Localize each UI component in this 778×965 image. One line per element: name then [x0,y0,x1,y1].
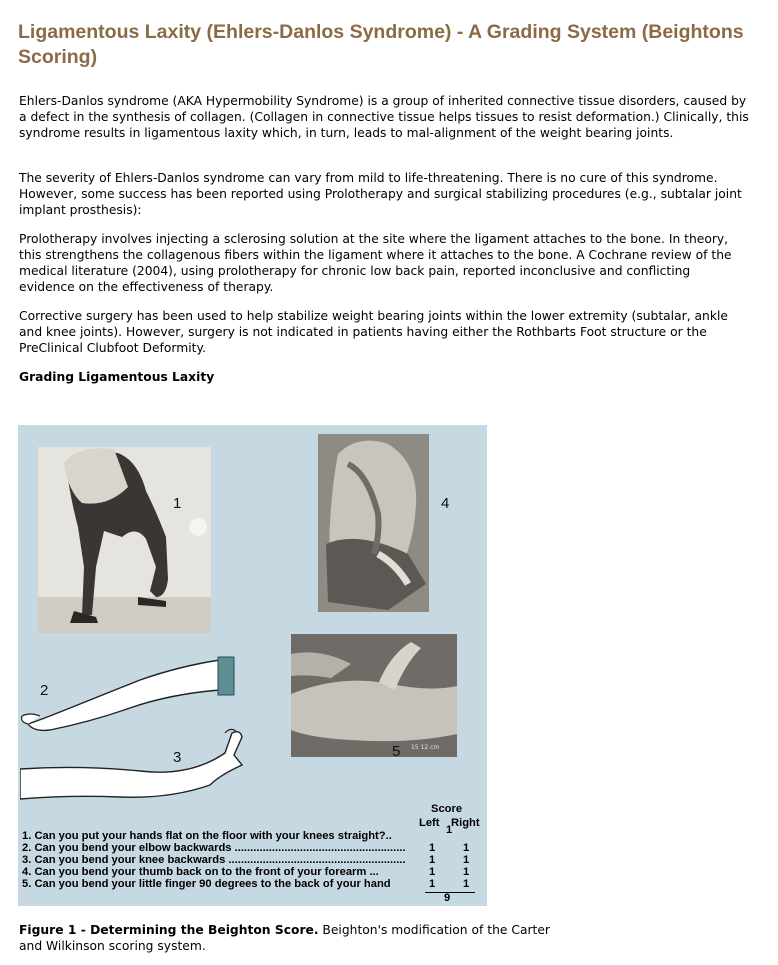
question-row [22,866,477,878]
question-right-score: 1 [463,878,470,890]
label-3: 3 [173,749,182,766]
left-header: Left [419,817,440,829]
question-text: 5. Can you bend your little finger 90 degrees to the back of your hand [22,878,391,890]
paragraph-severity: The severity of Ehlers-Danlos syndrome can vary from mild to life-threatening. There is no cure of this syndrome. However, some success has been reported using Prolotherapy and surgical stabilizing procedures (e.g., subtalar joint implant prosthesis): [19,171,742,217]
question-left-score: 1 [429,842,436,854]
paragraph-prolotherapy: Prolotherapy involves injecting a sclerosing solution at the site where the ligament attaches to the bone. In theory, this strengthens the collagenous fibers within the ligament where it attaches to the bone. A Cochrane review of the medical literature (2004), using prolotherapy for chronic low back pain, reported inconclusive and conflicting evidence on the effectiveness of therapy. [19,232,732,294]
drawing-elbow-hyperextension [20,650,240,735]
score-header: Score [431,803,463,815]
photo-stamp: 15 12 cm [411,744,440,751]
question-row [22,878,477,890]
beighton-figure [18,425,487,906]
photo-forward-bend [38,447,211,633]
question-text: 4. Can you bend your thumb back on to the front of your forearm ... [22,866,379,878]
label-4: 4 [441,495,450,512]
question-text: 1. Can you put your hands flat on the floor with your knees straight?.. [22,830,392,842]
question-right-score: 1 [463,866,470,878]
caption-text: Beighton's modification of the Carter and Wilkinson scoring system. [19,923,550,953]
label-1: 1 [173,495,182,512]
figure-caption [19,922,559,954]
question-left-score: 1 [429,854,436,866]
label-2: 2 [40,682,49,699]
total-score: 9 [444,892,451,904]
question-left-score: 1 [429,866,436,878]
question-left-score: 1 [429,878,436,890]
photo-thumb-to-forearm [318,434,429,612]
question-row [22,824,477,842]
drawing-knee-hyperextension [20,725,245,807]
page-title: Ligamentous Laxity (Ehlers-Danlos Syndrome) - A Grading System (Beightons Scoring) [18,21,744,68]
question-row [22,854,477,866]
caption-title: Figure 1 - Determining the Beighton Score. [19,923,319,937]
label-5: 5 [392,743,401,760]
right-header: Right [451,817,480,829]
paragraph-surgery: Corrective surgery has been used to help stabilize weight bearing joints within the lower extremity (subtalar, ankle and knee joints). However, surgery is not indicated in patients having either the Rothbarts Foot structure or the PreClinical Clubfoot Deformity. [19,309,728,355]
question-right-score: 1 [463,854,470,866]
question-text: 3. Can you bend your knee backwards ......................................................... [22,854,406,866]
paragraph-intro: Ehlers-Danlos syndrome (AKA Hypermobility Syndrome) is a group of inherited connective tissue disorders, caused by a defect in the synthesis of collagen. (Collagen in connective tissue helps tissues to resist deformation.) Clinically, this syndrome results in ligamentous laxity which, in turn, leads to mal-alignment of the weight bearing joints. [19,94,749,140]
question-text: 2. Can you bend your elbow backwards ....................................................... [22,842,406,854]
section-heading: Grading Ligamentous Laxity [19,370,215,384]
question-row [22,842,477,854]
photo-finger-extension [291,634,457,757]
question-right-score: 1 [463,842,470,854]
question-left-score: 1 [446,824,453,836]
